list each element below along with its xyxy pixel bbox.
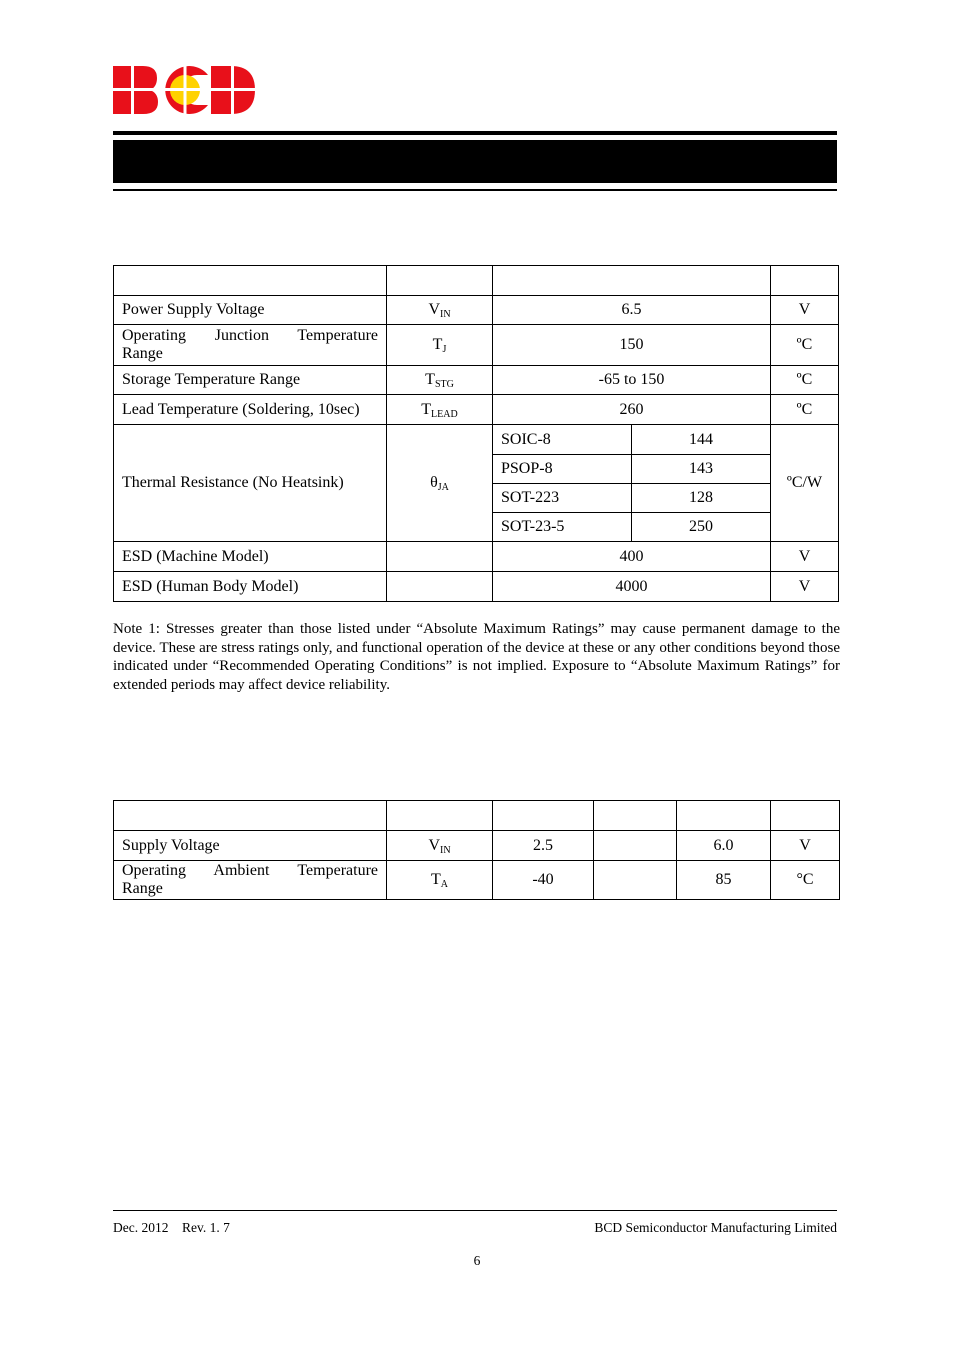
table-row	[114, 296, 839, 325]
table-header-row	[114, 266, 839, 296]
symbol-cell: $T_J$	[387, 325, 493, 366]
parameter-cell: Power Supply Voltage	[114, 296, 387, 325]
package-cell: SOT-23-5	[493, 513, 632, 542]
value-cell: 4000	[493, 572, 771, 602]
absolute-maximum-ratings-table	[113, 265, 839, 602]
value-cell: 400	[493, 542, 771, 572]
parameter-line: Range	[122, 345, 163, 362]
max-cell: 6.0	[677, 831, 771, 861]
section-title-bar	[113, 140, 837, 183]
value-cell: 260	[493, 395, 771, 425]
header-cell	[493, 801, 594, 831]
value-cell: -65 to 150	[493, 366, 771, 395]
unit-cell: V	[771, 296, 839, 325]
header-cell	[114, 266, 387, 296]
parameter-line: Operating Ambient Temperature	[122, 862, 378, 879]
header-cell	[493, 266, 771, 296]
unit-cell: V	[771, 542, 839, 572]
parameter-line: Operating Junction Temperature	[122, 327, 378, 344]
symbol-cell: $V_{IN}$	[387, 831, 493, 861]
header-cell	[387, 801, 493, 831]
symbol-cell: $T_A$	[387, 861, 493, 900]
symbol-cell: $T_{STG}$	[387, 366, 493, 395]
parameter-cell: Thermal Resistance (No Heatsink)	[114, 425, 387, 542]
table-row	[114, 425, 839, 455]
table-row	[114, 395, 839, 425]
unit-cell: V	[771, 831, 840, 861]
parameter-cell: Lead Temperature (Soldering, 10sec)	[114, 395, 387, 425]
package-cell: SOT-223	[493, 484, 632, 513]
header-cell	[594, 801, 677, 831]
table-header-row	[114, 801, 840, 831]
symbol-cell	[387, 572, 493, 602]
footer-company: BCD Semiconductor Manufacturing Limited	[594, 1220, 837, 1235]
parameter-cell	[114, 861, 387, 900]
value-cell: 250	[632, 513, 771, 542]
value-cell: 6.5	[493, 296, 771, 325]
symbol-cell: $T_{LEAD}$	[387, 395, 493, 425]
parameter-cell: ESD (Machine Model)	[114, 542, 387, 572]
header-cell	[114, 801, 387, 831]
parameter-line: Range	[122, 880, 163, 897]
max-cell: 85	[677, 861, 771, 900]
min-cell: -40	[493, 861, 594, 900]
unit-cell: ºC	[771, 395, 839, 425]
typ-cell	[594, 861, 677, 900]
page-number: 6	[473, 1253, 481, 1268]
parameter-cell: Storage Temperature Range	[114, 366, 387, 395]
header-rule-bottom	[113, 189, 837, 191]
note-1: Note 1: Stresses greater than those listed under “Absolute Maximum Ratings” may cause permanent damage to the device. These are stress ratings only, and functional operation of the device at these or any other conditions beyond those indicated under “Recommended Operating Conditions” is not implied. Exposure to “Absolute Maximum Ratings” for extended periods may affect device reliability.	[113, 621, 840, 693]
symbol-cell	[387, 542, 493, 572]
symbol-cell: $\theta_{JA}$	[387, 425, 493, 542]
header-cell	[677, 801, 771, 831]
value-cell: 143	[632, 455, 771, 484]
unit-cell: ºC/W	[771, 425, 839, 542]
unit-cell: V	[771, 572, 839, 602]
footer-date-revision	[113, 1220, 230, 1236]
package-cell: SOIC-8	[493, 425, 632, 455]
recommended-operating-conditions-table	[113, 800, 840, 900]
typ-cell	[594, 831, 677, 861]
table-row	[114, 831, 840, 861]
value-cell: 144	[632, 425, 771, 455]
table-row	[114, 542, 839, 572]
unit-cell: ºC	[771, 325, 839, 366]
table-row	[114, 325, 839, 366]
unit-cell: ºC	[771, 366, 839, 395]
table-row	[114, 366, 839, 395]
package-cell: PSOP-8	[493, 455, 632, 484]
min-cell: 2.5	[493, 831, 594, 861]
header-rule-top	[113, 131, 837, 135]
header-cell	[771, 801, 840, 831]
footer-date: Dec. 2012	[113, 1220, 169, 1235]
footer-rule	[113, 1210, 837, 1211]
table-row	[114, 861, 840, 900]
table-row	[114, 572, 839, 602]
value-cell: 128	[632, 484, 771, 513]
value-cell: 150	[493, 325, 771, 366]
symbol-cell: $V_{IN}$	[387, 296, 493, 325]
unit-cell: °C	[771, 861, 840, 900]
bcd-logo	[113, 66, 255, 114]
parameter-cell: ESD (Human Body Model)	[114, 572, 387, 602]
parameter-cell	[114, 325, 387, 366]
footer-revision: Rev. 1. 7	[181, 1220, 230, 1235]
header-cell	[771, 266, 839, 296]
parameter-cell: Supply Voltage	[114, 831, 387, 861]
header-cell	[387, 266, 493, 296]
